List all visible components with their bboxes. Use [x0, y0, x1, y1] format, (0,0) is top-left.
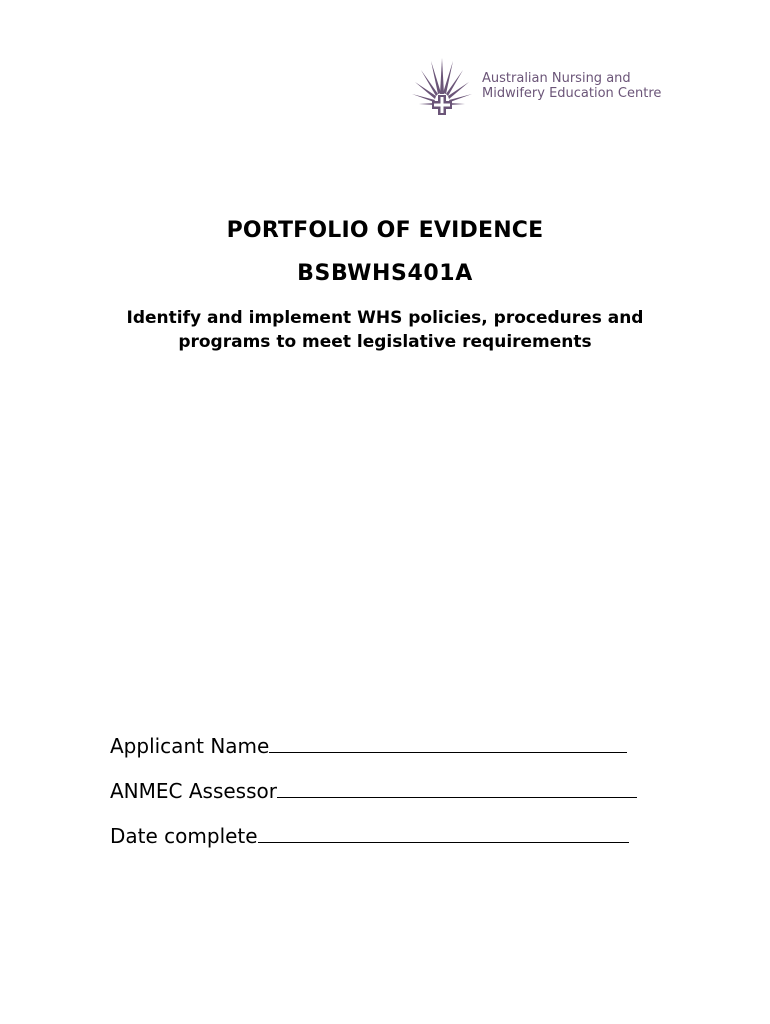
applicant-name-label: Applicant Name — [110, 734, 270, 758]
applicant-name-line[interactable] — [269, 752, 627, 753]
unit-code: BSBWHS401A — [297, 261, 473, 286]
date-complete-line[interactable] — [258, 842, 629, 843]
date-complete-field[interactable] — [110, 820, 629, 848]
logo-text-line1: Australian Nursing and — [482, 71, 631, 86]
applicant-name-field[interactable] — [110, 730, 627, 758]
unit-description-line2: programs to meet legislative requirements — [178, 332, 592, 352]
assessor-line[interactable] — [277, 797, 637, 798]
unit-description — [0, 306, 770, 354]
logo-text-line2: Midwifery Education Centre — [482, 86, 662, 101]
date-complete-label: Date complete — [110, 824, 258, 848]
document-title: PORTFOLIO OF EVIDENCE — [226, 218, 544, 243]
anmec-logo — [409, 54, 669, 116]
assessor-field[interactable] — [110, 775, 637, 803]
unit-description-line1: Identify and implement WHS policies, procedures and — [126, 308, 644, 328]
logo-text — [482, 71, 661, 101]
assessor-label: ANMEC Assessor — [110, 779, 277, 803]
star-cross-logo-icon — [409, 54, 475, 116]
